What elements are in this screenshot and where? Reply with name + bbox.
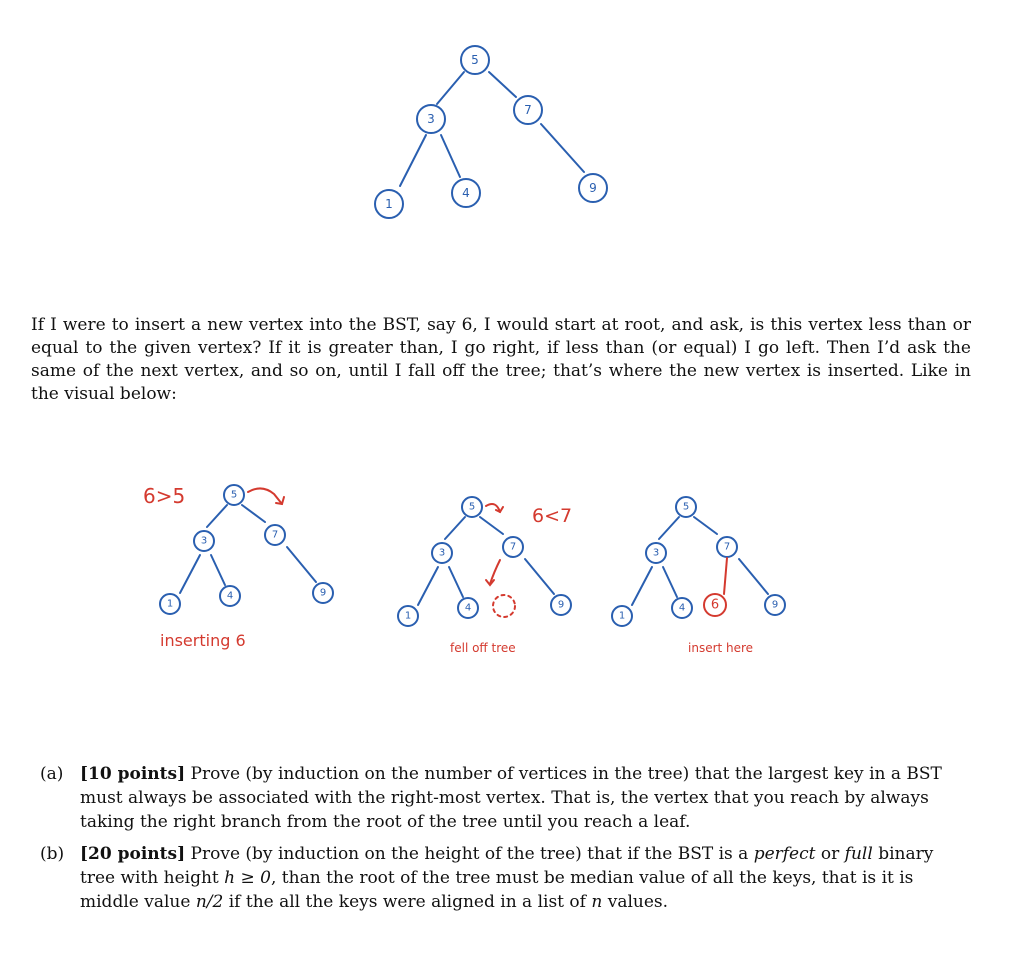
- emphasis: perfect: [753, 844, 816, 864]
- problem-body: , than the root of the tree must be median value of all the keys, that is it is middle value: [80, 868, 914, 912]
- top-tree: [375, 46, 607, 218]
- panel1-node: 4: [226, 590, 234, 602]
- problem-body: Prove (by induction on the number of vertices in the tree) that the largest key in a BST must always be associated with the right-most vertex. That is, the vertex that you reach by always taking the right branch from the root of the tree until you reach a leaf.: [80, 764, 942, 832]
- problem-points: [20 points]: [80, 844, 186, 864]
- panel3-tree: [612, 497, 785, 626]
- problem-text: [80, 842, 965, 914]
- top-node: 5: [471, 53, 479, 67]
- top-node: 7: [524, 103, 532, 117]
- emphasis: full: [844, 844, 873, 864]
- problem-body: binary tree with height: [80, 844, 934, 888]
- panel1-arrow: [248, 488, 282, 504]
- panel2-down-arrow: [490, 560, 500, 584]
- panel1-node: 3: [200, 535, 208, 547]
- top-node: 4: [462, 186, 470, 200]
- panel3-new-edge: [724, 558, 727, 594]
- problem-body: or: [820, 844, 840, 864]
- problem-text: [80, 762, 965, 834]
- panel1-node: 9: [319, 587, 327, 599]
- math: n: [591, 892, 603, 912]
- math: h ≥ 0: [224, 868, 271, 888]
- top-node: 1: [385, 197, 393, 211]
- panel3-node: 5: [682, 501, 690, 513]
- panel2-node: 7: [509, 541, 517, 553]
- panel2-node: 9: [557, 599, 565, 611]
- explanation-paragraph: If I were to insert a new vertex into the BST, say 6, I would start at root, and ask, is this vertex less than or equal to the given vertex? If it is greater than, I go right, if less than (or equal) I go left. Then I’d ask the same of the next vertex, and so on, until I fall off the tree; that’s where the new vertex is inserted. Like in the visual below:: [31, 315, 971, 404]
- problem-label: (b): [40, 844, 65, 864]
- panel2-node: 4: [464, 602, 472, 614]
- problem-points: [10 points]: [80, 764, 186, 784]
- panel2-node: 1: [404, 610, 412, 622]
- problem-label: (a): [40, 764, 64, 784]
- panel2-node: 5: [468, 501, 476, 513]
- problem-b: [40, 842, 965, 914]
- problem-body: Prove (by induction on the height of the tree) that if the BST is a: [190, 844, 749, 864]
- panel3-node: 3: [652, 547, 660, 559]
- new-node-6-label: 6: [710, 597, 720, 613]
- top-node: 3: [427, 112, 435, 126]
- panel2-node: 3: [438, 547, 446, 559]
- panel1-caption: inserting 6: [160, 631, 246, 650]
- panel1-node: 5: [230, 489, 238, 501]
- problem-body: if the all the keys were aligned in a list of: [228, 892, 586, 912]
- panel1-note: 6>5: [143, 484, 186, 508]
- problem-list: [40, 762, 965, 922]
- panel1-tree: [160, 485, 333, 614]
- panel3-node: 1: [618, 610, 626, 622]
- panel3-node: 9: [771, 599, 779, 611]
- problem-a: [40, 762, 965, 834]
- panel2-caption: fell off tree: [450, 641, 516, 655]
- panel3-node: 7: [723, 541, 731, 553]
- math: n/2: [195, 892, 224, 912]
- empty-slot: [493, 595, 515, 617]
- top-node: 9: [589, 181, 597, 195]
- panel1-node: 7: [271, 529, 279, 541]
- panel2-note: 6<7: [532, 505, 573, 527]
- panel1-node: 1: [166, 598, 174, 610]
- problem-body: values.: [607, 892, 669, 912]
- panel3-caption: insert here: [688, 641, 754, 655]
- panel3-node: 4: [678, 602, 686, 614]
